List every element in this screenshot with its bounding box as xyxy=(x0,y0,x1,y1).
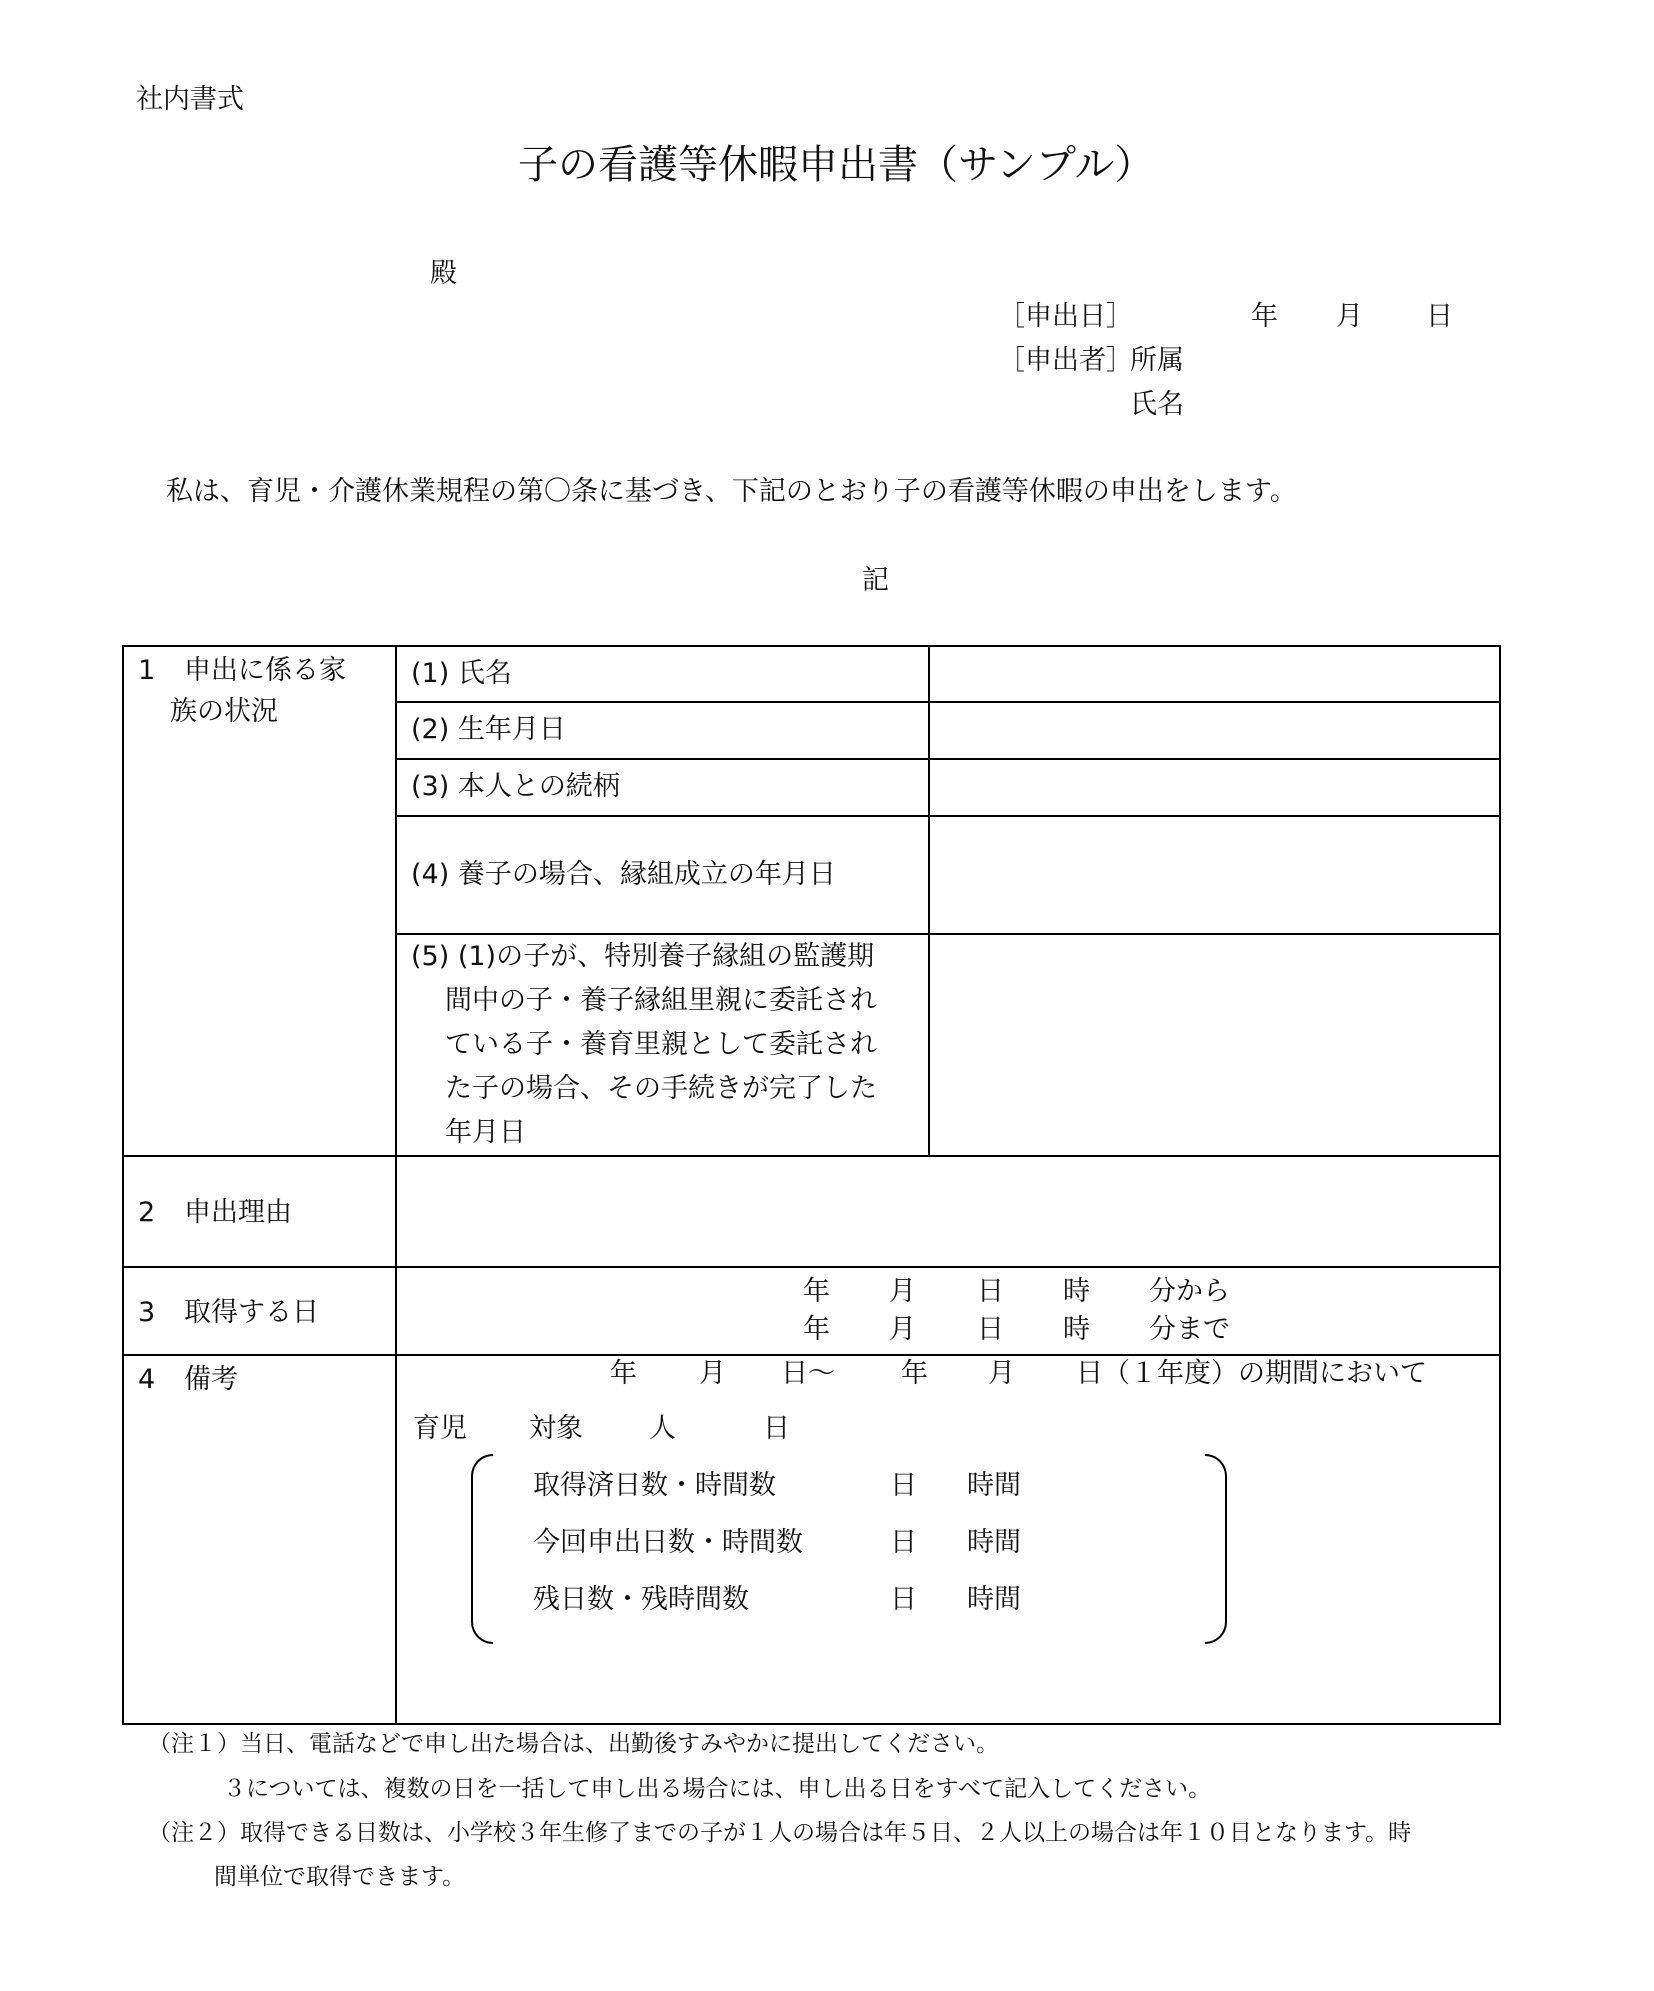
adoption-date-label: (4) 養子の場合、縁組成立の年月日 xyxy=(396,816,929,934)
addressee-suffix: 殿 xyxy=(430,258,457,289)
date-day-unit: 日 xyxy=(1426,301,1453,332)
special-adoption-line: ている子・養育里親として委託され xyxy=(445,1029,877,1060)
right-bracket xyxy=(1205,1454,1227,1644)
end-minute-unit: 分まで xyxy=(1149,1314,1230,1345)
note2-line2: 間単位で取得できます。 xyxy=(214,1864,466,1890)
target-label: 対象 xyxy=(529,1413,583,1444)
child-name-label: (1) 氏名 xyxy=(396,646,929,702)
remaining-day-unit: 日 xyxy=(890,1584,917,1615)
applicant-name-label: 氏名 xyxy=(1130,389,1184,420)
child-name-field[interactable] xyxy=(929,646,1500,702)
adoption-date-field[interactable] xyxy=(929,816,1500,934)
relationship-field[interactable] xyxy=(929,759,1500,816)
period-end-year-unit: 年 xyxy=(901,1358,928,1389)
end-day-unit: 日 xyxy=(977,1314,1004,1345)
family-status-label-cell xyxy=(123,646,396,1156)
special-adoption-label-cell xyxy=(396,934,929,1156)
used-day-unit: 日 xyxy=(890,1470,917,1501)
section-number: 4 xyxy=(138,1364,156,1395)
ki-heading: 記 xyxy=(862,565,889,596)
end-hour-unit: 時 xyxy=(1063,1314,1090,1345)
start-day-unit: 日 xyxy=(977,1276,1004,1307)
note1-line1: （注１）当日、電話などで申し出た場合は、出勤後すみやかに提出してください。 xyxy=(148,1731,999,1757)
relationship-label: (3) 本人との続柄 xyxy=(396,759,929,816)
remarks-content xyxy=(397,1356,1499,1721)
remaining-days-label: 残日数・残時間数 xyxy=(533,1584,749,1615)
target-day-unit: 日 xyxy=(763,1413,790,1444)
date-month-unit: 月 xyxy=(1336,301,1363,332)
note1-line2: ３については、複数の日を一括して申し出る場合には、申し出る日をすべて記入してください。 xyxy=(223,1776,1212,1802)
department-label: 所属 xyxy=(1130,345,1184,376)
form-type-label: 社内書式 xyxy=(136,84,244,115)
used-hour-unit: 時間 xyxy=(967,1470,1021,1501)
section-number: 2 xyxy=(138,1197,156,1229)
start-month-unit: 月 xyxy=(889,1276,916,1307)
current-hour-unit: 時間 xyxy=(967,1527,1021,1558)
period-start-day-unit: 日～ xyxy=(781,1358,835,1389)
target-person-unit: 人 xyxy=(649,1413,676,1444)
current-days-label: 今回申出日数・時間数 xyxy=(533,1527,803,1558)
leave-date-field[interactable] xyxy=(396,1267,1500,1355)
page-title: 子の看護等休暇申出書（サンプル） xyxy=(518,142,1155,188)
end-month-unit: 月 xyxy=(889,1314,916,1345)
birth-date-field[interactable] xyxy=(929,702,1500,759)
end-year-unit: 年 xyxy=(803,1314,830,1345)
start-year-unit: 年 xyxy=(803,1276,830,1307)
reason-field[interactable] xyxy=(396,1156,1500,1267)
leave-date-label: 取得する日 xyxy=(184,1296,319,1328)
applicant-label: ［申出者］ xyxy=(998,345,1133,376)
reason-label-cell xyxy=(123,1156,396,1267)
family-status-label: 申出に係る家 xyxy=(184,655,346,686)
birth-date-label: (2) 生年月日 xyxy=(396,702,929,759)
remarks-field xyxy=(396,1355,1500,1724)
leave-start-line xyxy=(397,1273,1499,1311)
application-date-label: ［申出日］ xyxy=(998,301,1133,332)
childcare-label: 育児 xyxy=(413,1413,467,1444)
left-bracket xyxy=(471,1454,493,1644)
section-number: 3 xyxy=(138,1296,156,1328)
remarks-label-cell xyxy=(123,1355,396,1724)
application-form-table xyxy=(122,645,1501,1725)
remarks-label: 備考 xyxy=(184,1364,238,1395)
note2-line1: （注２）取得できる日数は、小学校３年生修了までの子が１人の場合は年５日、２人以上の場合は年１０日となります。時 xyxy=(148,1820,1412,1846)
current-day-unit: 日 xyxy=(890,1527,917,1558)
used-days-label: 取得済日数・時間数 xyxy=(533,1470,776,1501)
special-adoption-line: 年月日 xyxy=(445,1117,526,1148)
application-statement: 私は、育児・介護休業規程の第〇条に基づき、下記のとおり子の看護等休暇の申出をします。 xyxy=(166,476,1297,507)
special-adoption-line: (5) (1)の子が、特別養子縁組の監護期 xyxy=(411,941,875,972)
period-end-month-unit: 月 xyxy=(988,1358,1015,1389)
remaining-hour-unit: 時間 xyxy=(967,1584,1021,1615)
start-minute-unit: 分から xyxy=(1149,1276,1230,1307)
period-start-month-unit: 月 xyxy=(699,1358,726,1389)
leave-date-label-cell xyxy=(123,1267,396,1355)
start-hour-unit: 時 xyxy=(1063,1276,1090,1307)
special-adoption-field[interactable] xyxy=(929,934,1500,1156)
section-number: 1 xyxy=(138,655,156,686)
date-year-unit: 年 xyxy=(1251,301,1278,332)
special-adoption-line: 間中の子・養子縁組里親に委託され xyxy=(445,985,877,1016)
period-end-text: 日（１年度）の期間において xyxy=(1076,1358,1427,1389)
family-status-label-cont: 族の状況 xyxy=(170,695,278,727)
reason-label: 申出理由 xyxy=(184,1197,292,1229)
special-adoption-line: た子の場合、その手続きが完了した xyxy=(445,1073,877,1104)
leave-end-line xyxy=(397,1311,1499,1349)
period-start-year-unit: 年 xyxy=(610,1358,637,1389)
